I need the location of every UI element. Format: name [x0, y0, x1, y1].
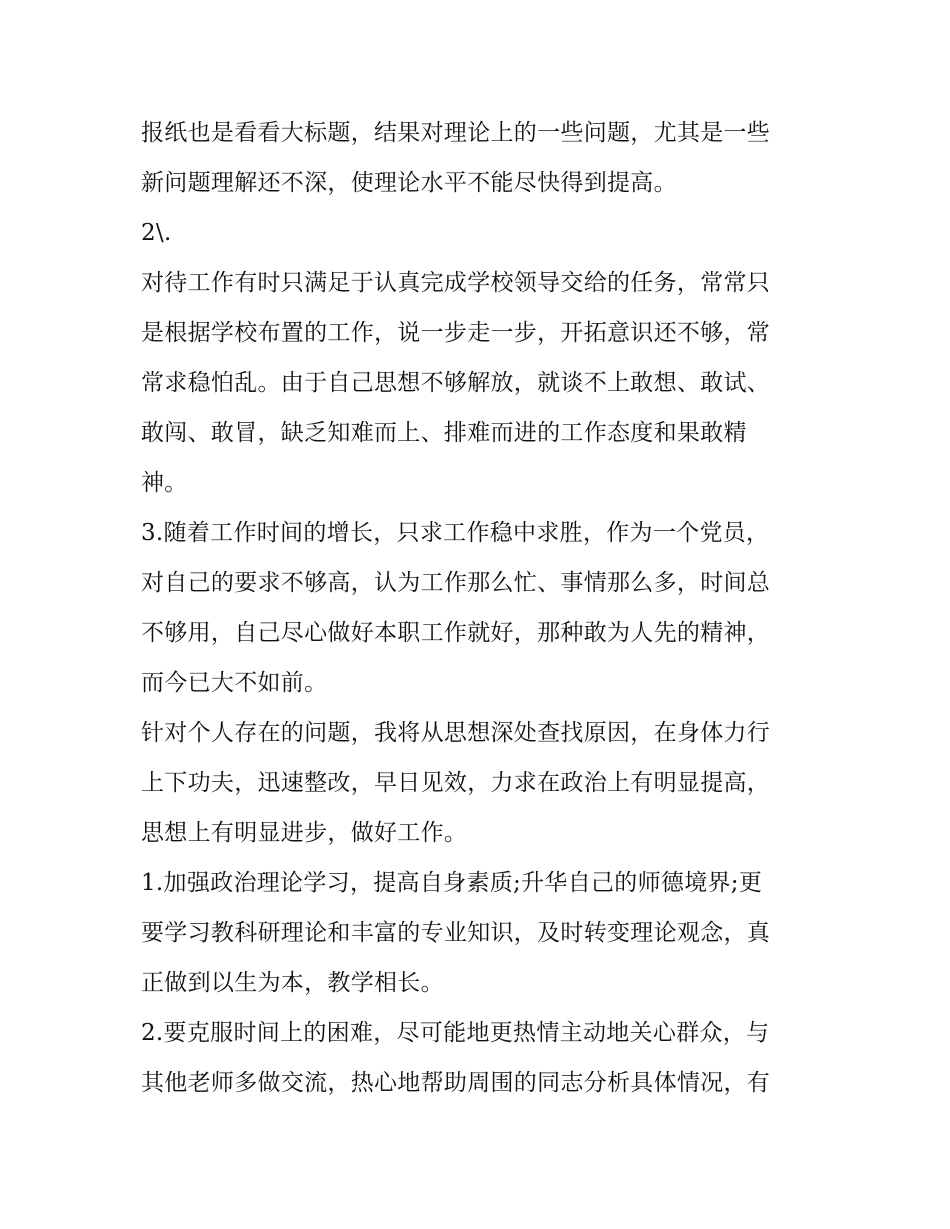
text-line: 正做到以生为本，教学相长。	[141, 970, 444, 996]
text-line: 对自己的要求不够高，认为工作那么忙、事情那么多，时间总	[141, 570, 771, 596]
text-line: 新问题理解还不深，使理论水平不能尽快得到提高。	[141, 170, 677, 196]
text-line: 神。	[141, 470, 188, 496]
text-line: 上下功夫，迅速整改，早日见效，力求在政治上有明显提高，	[141, 770, 771, 796]
text-line: 2.要克服时间上的困难，尽可能地更热情主动地关心群众，与	[141, 1020, 770, 1046]
text-line: 其他老师多做交流，热心地帮助周围的同志分析具体情况，有	[141, 1070, 771, 1096]
text-line: 要学习教科研理论和丰富的专业知识，及时转变理论观念，真	[141, 920, 771, 946]
text-line: 思想上有明显进步，做好工作。	[141, 820, 468, 846]
text-line: 常求稳怕乱。由于自己思想不够解放，就谈不上敢想、敢试、	[141, 370, 771, 396]
text-line: 针对个人存在的问题，我将从思想深处查找原因，在身体力行	[141, 720, 771, 746]
text-line: 报纸也是看看大标题，结果对理论上的一些问题，尤其是一些	[141, 120, 771, 146]
text-line: 3.随着工作时间的增长，只求工作稳中求胜，作为一个党员，	[141, 520, 770, 546]
text-line: 1.加强政治理论学习，提高自身素质;升华自己的师德境界;更	[141, 870, 763, 896]
text-line: 敢闯、敢冒，缺乏知难而上、排难而进的工作态度和果敢精	[141, 420, 747, 446]
text-line: 2\.	[141, 220, 172, 246]
document-body	[141, 108, 821, 1108]
text-line: 不够用，自己尽心做好本职工作就好，那种敢为人先的精神，	[141, 620, 771, 646]
text-line: 是根据学校布置的工作，说一步走一步，开拓意识还不够，常	[141, 320, 771, 346]
text-line: 而今已大不如前。	[141, 670, 328, 696]
text-line: 对待工作有时只满足于认真完成学校领导交给的任务，常常只	[141, 270, 771, 296]
